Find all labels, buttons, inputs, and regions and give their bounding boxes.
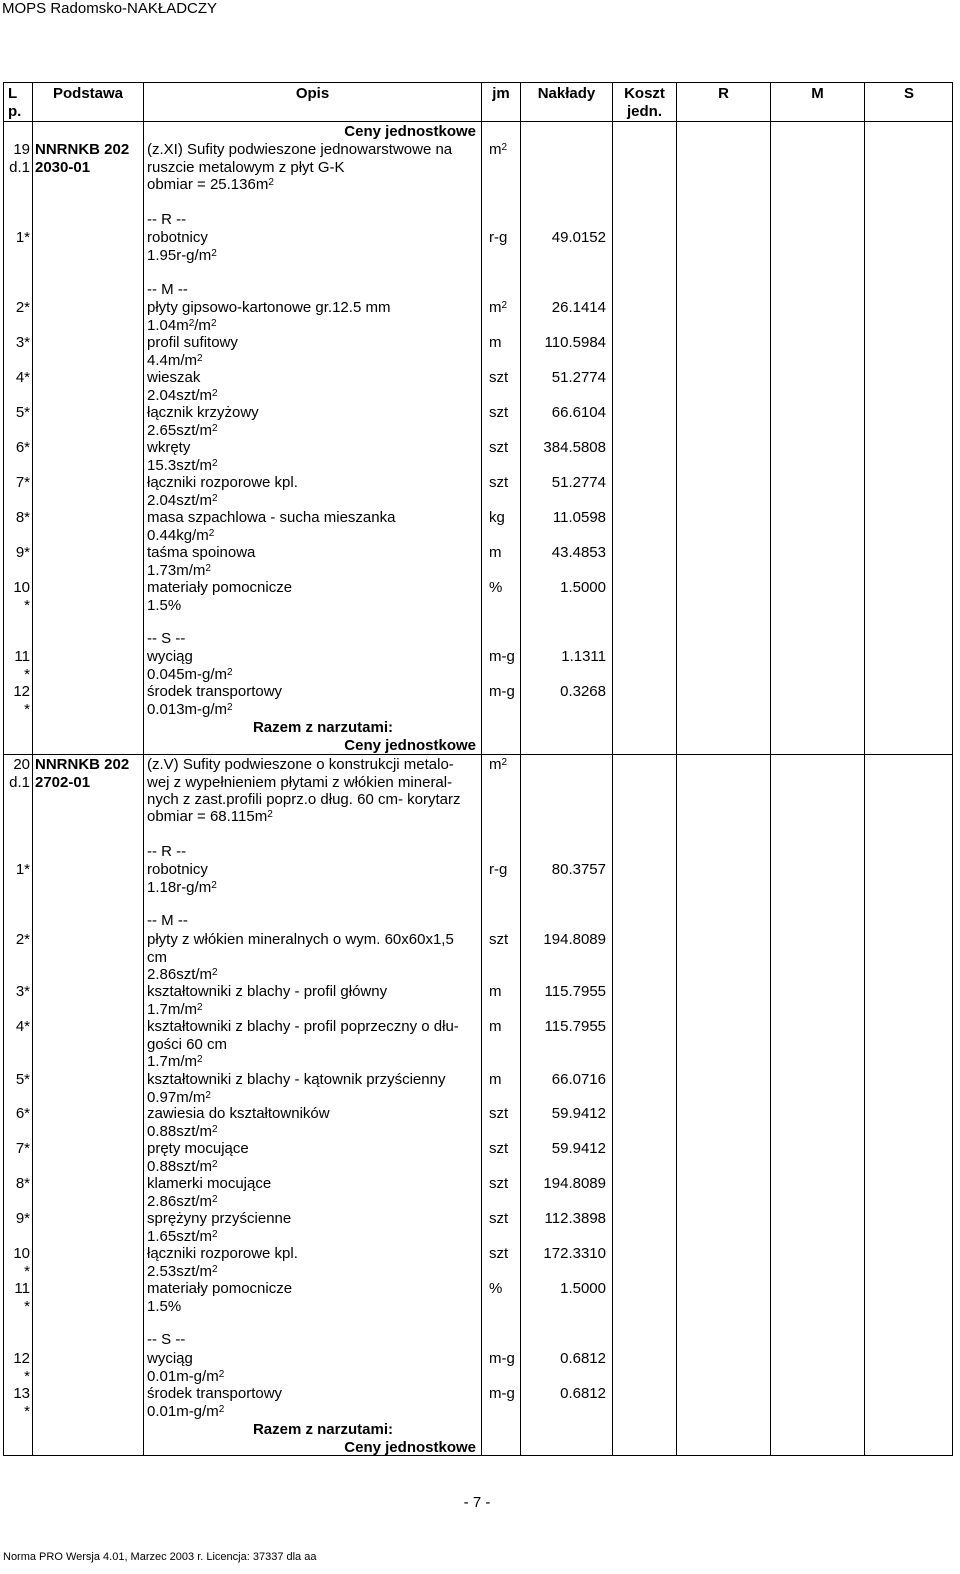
position-measure: obmiar = $68.115m^2$ xyxy=(147,808,273,825)
item-lp: 3* xyxy=(15,983,30,1000)
position-description: wej z wypełnieniem płytami z włókien mineral- xyxy=(147,774,453,791)
item-name: masa szpachlowa - sucha mieszanka xyxy=(147,509,396,526)
item-unit: m-g xyxy=(489,683,515,700)
software-footer: Norma PRO Wersja 4.01, Marzec 2003 r. Licencja: 37337 dla aa xyxy=(3,1551,317,1563)
item-unit: m xyxy=(489,544,502,561)
item-lp: 7* xyxy=(15,1140,30,1157)
estimate-table xyxy=(3,82,953,1456)
item-lp: 9* xyxy=(15,1210,30,1227)
item-norm: $0.88szt/m^2$ xyxy=(147,1157,218,1175)
col-header-s: S xyxy=(903,85,914,102)
col-divider-podstawa xyxy=(143,82,144,1456)
item-unit: szt xyxy=(489,439,509,456)
item-quantity: 0.6812 xyxy=(560,1385,606,1402)
item-lp: 9* xyxy=(15,544,30,561)
item-quantity: 11.0598 xyxy=(552,509,606,526)
group-heading-labour: -- R -- xyxy=(147,843,187,860)
item-quantity: 384.5808 xyxy=(543,439,606,456)
item-name: robotnicy xyxy=(147,861,208,878)
item-quantity: 51.2774 xyxy=(551,474,606,491)
col-header-lp: L xyxy=(8,85,18,102)
item-name: pręty mocujące xyxy=(147,1140,249,1157)
item-name: kształtowniki z blachy - kątownik przyścienny xyxy=(147,1071,446,1088)
item-norm: $0.88szt/m^2$ xyxy=(147,1122,218,1140)
item-lp: 2* xyxy=(15,931,30,948)
item-quantity: 1.5000 xyxy=(560,1280,606,1297)
item-norm: $1.04m^2/m^2$ xyxy=(147,316,217,334)
item-lp-star: * xyxy=(24,596,30,614)
group-heading-equipment: -- S -- xyxy=(147,1331,186,1348)
item-lp: 8* xyxy=(15,1175,30,1192)
item-name: łączniki rozporowe kpl. xyxy=(147,474,298,491)
item-norm: $1.7m/m^2$ xyxy=(147,1000,203,1018)
col-header-podstawa: Podstawa xyxy=(52,85,124,102)
item-quantity: 115.7955 xyxy=(544,1018,606,1035)
item-unit: szt xyxy=(489,404,509,421)
item-quantity: 194.8089 xyxy=(543,931,606,948)
item-norm: $4.4m/m^2$ xyxy=(147,351,203,369)
item-norm: $2.86szt/m^2$ xyxy=(147,966,218,983)
col-header-koszt-2: jedn. xyxy=(626,103,662,120)
item-lp: 11 xyxy=(14,648,30,665)
item-norm: $0.44kg/m^2$ xyxy=(147,526,215,544)
ceny-jednostkowe-footer: Ceny jednostkowe xyxy=(344,1439,476,1456)
item-lp: 2* xyxy=(15,299,30,316)
col-header-lp-2: p. xyxy=(8,103,22,120)
item-unit: m xyxy=(489,334,502,351)
item-lp-star: * xyxy=(24,1367,30,1385)
item-lp: 12 xyxy=(13,683,30,700)
col-divider-m xyxy=(864,82,865,1456)
item-lp-star: * xyxy=(24,700,30,718)
item-unit: kg xyxy=(489,509,505,526)
item-unit: r-g xyxy=(489,861,508,878)
col-header-m: M xyxy=(811,85,824,102)
item-lp-star: * xyxy=(24,665,30,683)
item-unit: m xyxy=(489,983,502,1000)
item-quantity: 0.3268 xyxy=(560,683,606,700)
item-quantity: 51.2774 xyxy=(551,369,606,386)
item-unit: szt xyxy=(489,1210,509,1227)
item-lp: 11 xyxy=(14,1280,30,1297)
position-dzial: d.1 xyxy=(9,159,30,176)
item-name: środek transportowy xyxy=(147,683,283,700)
item-name: wyciąg xyxy=(147,1350,193,1367)
item-name: płyty z włókien mineralnych o wym. 60x60x1,5 xyxy=(147,931,454,948)
item-quantity: 59.9412 xyxy=(551,1105,606,1122)
position-measure: obmiar = $25.136m^2$ xyxy=(147,176,274,193)
item-norm: 1.5% xyxy=(147,1297,182,1315)
item-lp-star: * xyxy=(24,1262,30,1280)
ceny-jednostkowe-heading: Ceny jednostkowe xyxy=(344,123,476,140)
item-quantity: 26.1414 xyxy=(551,299,606,316)
item-quantity: 66.6104 xyxy=(551,404,606,421)
item-lp: 5* xyxy=(15,404,30,421)
item-name: materiały pomocnicze xyxy=(147,579,293,596)
item-name: taśma spoinowa xyxy=(147,544,256,561)
position-dzial: d.1 xyxy=(9,774,30,791)
item-unit: szt xyxy=(489,474,509,491)
item-lp: 7* xyxy=(15,474,30,491)
position-description: (z.V) Sufity podwieszone o konstrukcji metalo- xyxy=(147,756,454,773)
item-name-cont: cm xyxy=(147,948,167,966)
basis-code: 2702-01 xyxy=(35,774,91,791)
item-norm: $1.73m/m^2$ xyxy=(147,561,211,579)
item-unit: % xyxy=(489,579,503,596)
item-unit: m-g xyxy=(489,1350,515,1367)
group-heading-materials: -- M -- xyxy=(147,912,188,929)
col-divider-lp xyxy=(32,82,33,1456)
item-norm: $0.97m/m^2$ xyxy=(147,1088,211,1106)
item-lp: 10 xyxy=(13,579,30,596)
item-unit: % xyxy=(489,1280,503,1297)
item-name: kształtowniki z blachy - profil poprzeczny o dłu- xyxy=(147,1018,459,1035)
item-lp: 6* xyxy=(15,1105,30,1122)
item-quantity: 66.0716 xyxy=(551,1071,606,1088)
item-quantity: 112.3898 xyxy=(544,1210,606,1227)
item-unit: m xyxy=(489,1018,502,1035)
item-name-cont: gości 60 cm xyxy=(147,1035,228,1053)
item-name: kształtowniki z blachy - profil główny xyxy=(147,983,388,1000)
item-name: środek transportowy xyxy=(147,1385,283,1402)
item-lp: 13 xyxy=(13,1385,30,1402)
position-number: 19 xyxy=(13,141,30,158)
item-unit: szt xyxy=(489,1175,509,1192)
item-name: łącznik krzyżowy xyxy=(147,404,259,421)
position-description: (z.XI) Sufity podwieszone jednowarstwowe na xyxy=(147,141,453,158)
item-quantity: 80.3757 xyxy=(551,861,606,878)
item-lp: 8* xyxy=(15,509,30,526)
item-lp: 10 xyxy=(13,1245,30,1262)
basis-code: 2030-01 xyxy=(35,159,91,176)
basis-catalog: NNRNKB 202 xyxy=(35,756,130,773)
item-norm: $0.01m-g/m^2$ xyxy=(147,1367,225,1385)
item-unit: m-g xyxy=(489,1385,515,1402)
item-lp: 4* xyxy=(15,1018,30,1035)
col-header-opis: Opis xyxy=(295,85,330,102)
item-name: wieszak xyxy=(147,369,201,386)
item-name: wyciąg xyxy=(147,648,193,665)
ceny-jednostkowe-footer: Ceny jednostkowe xyxy=(344,737,476,754)
item-quantity: 194.8089 xyxy=(543,1175,606,1192)
item-lp-star: * xyxy=(24,1402,30,1420)
item-name: robotnicy xyxy=(147,229,208,246)
page-number: - 7 - xyxy=(463,1494,491,1511)
item-lp: 1* xyxy=(15,229,30,246)
col-divider-koszt xyxy=(676,82,677,1456)
item-lp: 3* xyxy=(15,334,30,351)
item-name: klamerki mocujące xyxy=(147,1175,272,1192)
col-header-naklady: Nakłady xyxy=(537,85,596,102)
item-unit: szt xyxy=(489,1105,509,1122)
item-quantity: 43.4853 xyxy=(551,544,606,561)
col-header-jm: jm xyxy=(492,85,510,102)
item-lp-star: * xyxy=(24,1297,30,1315)
col-divider-naklady xyxy=(612,82,613,1456)
item-norm: $2.65szt/m^2$ xyxy=(147,421,218,439)
item-unit: m xyxy=(489,1071,502,1088)
item-name: sprężyny przyścienne xyxy=(147,1210,292,1227)
group-heading-materials: -- M -- xyxy=(147,281,188,298)
item-lp: 1* xyxy=(15,861,30,878)
item-norm: $1.95r-g/m^2$ xyxy=(147,246,217,264)
item-lp: 5* xyxy=(15,1071,30,1088)
item-quantity: 49.0152 xyxy=(551,229,606,246)
position-unit: $m^2$ xyxy=(489,756,508,773)
col-divider-opis xyxy=(481,82,482,1456)
group-heading-equipment: -- S -- xyxy=(147,630,186,647)
position-description: nych z zast.profili poprz.o dług. 60 cm- korytarz xyxy=(147,791,461,808)
item-unit: r-g xyxy=(489,229,508,246)
header-bottom-rule xyxy=(3,121,953,122)
item-lp: 4* xyxy=(15,369,30,386)
position-unit: $m^2$ xyxy=(489,141,508,158)
col-header-r: R xyxy=(718,85,729,102)
item-unit: szt xyxy=(489,369,509,386)
item-quantity: 59.9412 xyxy=(551,1140,606,1157)
item-quantity: 110.5984 xyxy=(544,334,606,351)
item-name: łączniki rozporowe kpl. xyxy=(147,1245,298,1262)
item-quantity: 1.5000 xyxy=(560,579,606,596)
item-name: wkręty xyxy=(147,439,191,456)
item-name: profil sufitowy xyxy=(147,334,238,351)
item-norm: $2.53szt/m^2$ xyxy=(147,1262,218,1280)
item-name: płyty gipsowo-kartonowe gr.12.5 mm xyxy=(147,299,391,316)
item-norm: $0.045m-g/m^2$ xyxy=(147,665,233,683)
item-quantity: 172.3310 xyxy=(543,1245,606,1262)
item-norm: $0.01m-g/m^2$ xyxy=(147,1402,225,1420)
item-unit: szt xyxy=(489,1140,509,1157)
document-header: MOPS Radomsko-NAKŁADCZY xyxy=(2,0,218,17)
item-quantity: 0.6812 xyxy=(560,1350,606,1367)
position-description: ruszcie metalowym z płyt G-K xyxy=(147,159,345,176)
item-norm: $1.65szt/m^2$ xyxy=(147,1227,218,1245)
item-unit: szt xyxy=(489,931,509,948)
item-name: zawiesia do kształtowników xyxy=(147,1105,330,1122)
razem-z-narzutami: Razem z narzutami: xyxy=(252,719,393,736)
item-unit: m-g xyxy=(489,648,515,665)
group-heading-labour: -- R -- xyxy=(147,211,187,228)
item-quantity: 1.1311 xyxy=(561,648,606,665)
item-unit: szt xyxy=(489,1245,509,1262)
item-norm: $1.7m/m^2$ xyxy=(147,1053,203,1070)
razem-z-narzutami: Razem z narzutami: xyxy=(252,1421,393,1438)
item-norm: $2.04szt/m^2$ xyxy=(147,491,218,509)
item-norm: $2.04szt/m^2$ xyxy=(147,386,218,404)
item-lp: 12 xyxy=(13,1350,30,1367)
item-norm: $0.013m-g/m^2$ xyxy=(147,700,233,718)
col-divider-r xyxy=(770,82,771,1456)
col-header-koszt: Koszt xyxy=(624,85,665,102)
item-norm: $2.86szt/m^2$ xyxy=(147,1192,218,1210)
item-norm: $15.3szt/m^2$ xyxy=(147,456,218,474)
basis-catalog: NNRNKB 202 xyxy=(35,141,130,158)
item-norm: 1.5% xyxy=(147,596,182,614)
position-number: 20 xyxy=(13,756,30,773)
item-norm: $1.18r-g/m^2$ xyxy=(147,878,217,896)
item-quantity: 115.7955 xyxy=(544,983,606,1000)
item-unit: $m^2$ xyxy=(489,299,508,316)
item-lp: 6* xyxy=(15,439,30,456)
item-name: materiały pomocnicze xyxy=(147,1280,293,1297)
